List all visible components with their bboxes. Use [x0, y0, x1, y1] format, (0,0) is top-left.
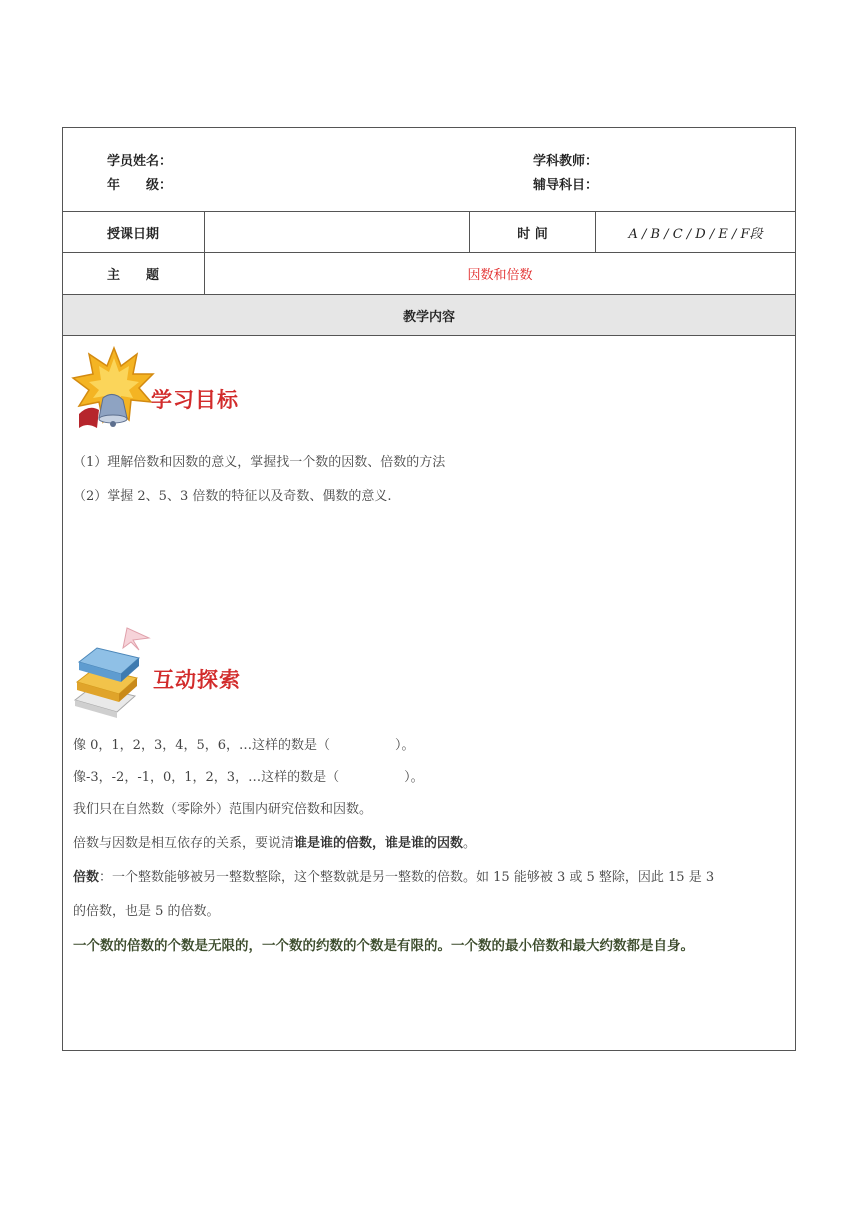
student-name-label: 学员姓名： — [107, 154, 173, 169]
topic-label: 主 题 — [107, 268, 160, 283]
date-label: 授课日期 — [107, 226, 160, 242]
explore-line-4-end: 。 — [463, 836, 477, 851]
date-value — [205, 212, 469, 252]
student-info-row — [63, 128, 795, 212]
explore-line-4 — [73, 832, 476, 851]
definition-line-2: 的倍数，也是 5 的倍数。 — [73, 904, 220, 919]
time-label: 时 间 — [517, 226, 548, 242]
section-header: 教学内容 — [402, 309, 455, 325]
lesson-sheet — [62, 127, 796, 1051]
topic-title: 因数和倍数 — [467, 268, 533, 283]
section-header-row — [63, 295, 795, 336]
explore-title: 互动探索 — [153, 668, 241, 692]
definition-term: 倍数 — [73, 870, 100, 885]
subject-label: 辅导科目： — [533, 178, 599, 193]
topic-row — [63, 253, 795, 295]
grade-label: 年 级： — [107, 178, 173, 193]
explore-line-3: 我们只在自然数（零除外）范围内研究倍数和因数。 — [73, 802, 373, 817]
definition-text: ：一个整数能够被另一整数整除，这个整数就是另一整数的倍数。如 15 能够被 3 或 5 整除，因此 15 是 3 — [99, 870, 715, 885]
learning-goals-banner — [69, 344, 249, 434]
teacher-label: 学科教师： — [533, 154, 599, 169]
explore-line-4-emphasis: 谁是谁的倍数，谁是谁的因数 — [294, 836, 464, 851]
explore-line-2: 像-3，-2，-1，0，1，2，3，…这样的数是（ ）。 — [73, 770, 424, 785]
definition-line — [73, 866, 714, 885]
goal-item-2: （2）掌握 2、5、3 倍数的特征以及奇数、偶数的意义. — [73, 489, 392, 504]
goal-item-1: （1）理解倍数和因数的意义，掌握找一个数的因数、倍数的方法 — [73, 455, 446, 470]
schedule-row — [63, 212, 795, 253]
explore-line-4-text: 倍数与因数是相互依存的关系，要说清 — [73, 836, 295, 851]
books-icon — [69, 626, 165, 722]
explore-line-1: 像 0，1，2，3，4，5，6，…这样的数是（ ）。 — [73, 738, 415, 753]
maple-bell-icon — [69, 344, 159, 434]
learning-goals-title: 学习目标 — [151, 388, 239, 412]
explore-banner — [69, 626, 259, 722]
time-value: A / B / C / D / E / F段 — [628, 226, 763, 242]
summary-line: 一个数的倍数的个数是无限的，一个数的约数的个数是有限的。一个数的最小倍数和最大约数都是自身。 — [73, 938, 694, 954]
